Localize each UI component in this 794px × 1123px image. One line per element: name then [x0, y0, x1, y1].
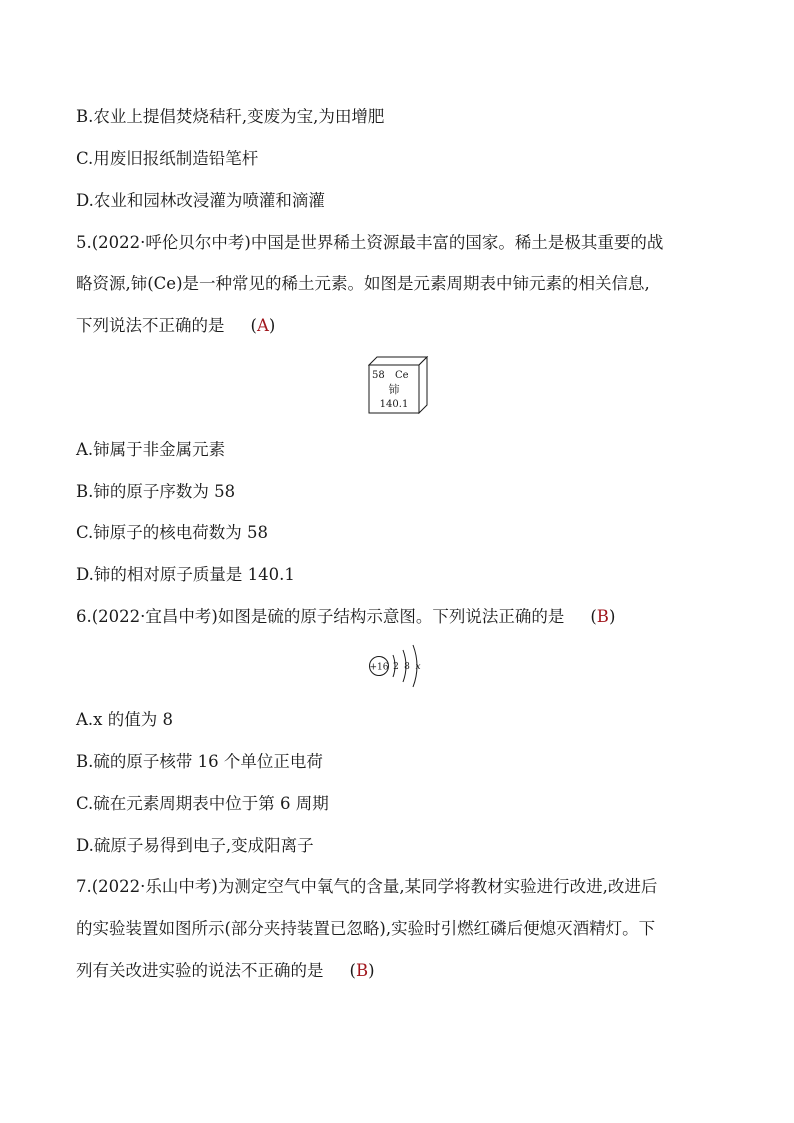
question-5-stem-end: 下列说法不正确的是: [76, 316, 225, 335]
question-6-option-b: B.硫的原子核带 16 个单位正电荷: [76, 752, 323, 771]
question-5-option-d: D.铈的相对原子质量是 140.1: [76, 565, 295, 584]
question-7-line-2: 的实验装置如图所示(部分夹持装置已忽略),实验时引燃红磷后便熄灭酒精灯。下: [76, 919, 656, 938]
question-5-line-3: [76, 316, 275, 336]
question-7-answer: (B): [349, 961, 375, 980]
shell-1-electrons: 2: [393, 662, 399, 672]
question-6-option-c: C.硫在元素周期表中位于第 6 周期: [76, 794, 329, 813]
question-6-option-d: D.硫原子易得到电子,变成阳离子: [76, 836, 314, 855]
option-c-q4: C.用废旧报纸制造铅笔杆: [76, 149, 259, 168]
shell-2-electrons: 8: [404, 662, 410, 672]
option-b-q4: B.农业上提倡焚烧秸秆,变废为宝,为田增肥: [76, 107, 385, 126]
question-7-line-3: [76, 961, 375, 981]
cerium-element-card: [368, 356, 430, 414]
question-5-option-c: C.铈原子的核电荷数为 58: [76, 523, 269, 542]
element-number: 58: [372, 370, 385, 381]
question-6-line-1: [76, 607, 615, 627]
shell-3-electrons: x: [415, 662, 421, 672]
sulfur-atom-structure-diagram: [366, 642, 428, 690]
nucleus-charge: +16: [369, 662, 389, 673]
element-name: 铈: [388, 383, 400, 396]
option-d-q4: D.农业和园林改浸灌为喷灌和滴灌: [76, 191, 325, 210]
question-5-line-2: 略资源,铈(Ce)是一种常见的稀土元素。如图是元素周期表中铈元素的相关信息,: [76, 274, 650, 293]
element-symbol: Ce: [395, 370, 409, 381]
question-6-stem: 6.(2022·宜昌中考)如图是硫的原子结构示意图。下列说法正确的是: [76, 607, 565, 626]
question-7-stem-end: 列有关改进实验的说法不正确的是: [76, 961, 324, 980]
question-7-line-1: 7.(2022·乐山中考)为测定空气中氧气的含量,某同学将教材实验进行改进,改进后: [76, 877, 658, 896]
question-5-option-a: A.铈属于非金属元素: [76, 440, 226, 459]
question-5-line-1: 5.(2022·呼伦贝尔中考)中国是世界稀土资源最丰富的国家。稀土是极其重要的战: [76, 233, 664, 252]
question-5-option-b: B.铈的原子序数为 58: [76, 482, 236, 501]
question-5-answer: (A): [250, 316, 276, 335]
question-6-answer: (B): [590, 607, 616, 626]
element-mass: 140.1: [379, 399, 409, 410]
question-6-option-a: A.x 的值为 8: [76, 710, 173, 729]
